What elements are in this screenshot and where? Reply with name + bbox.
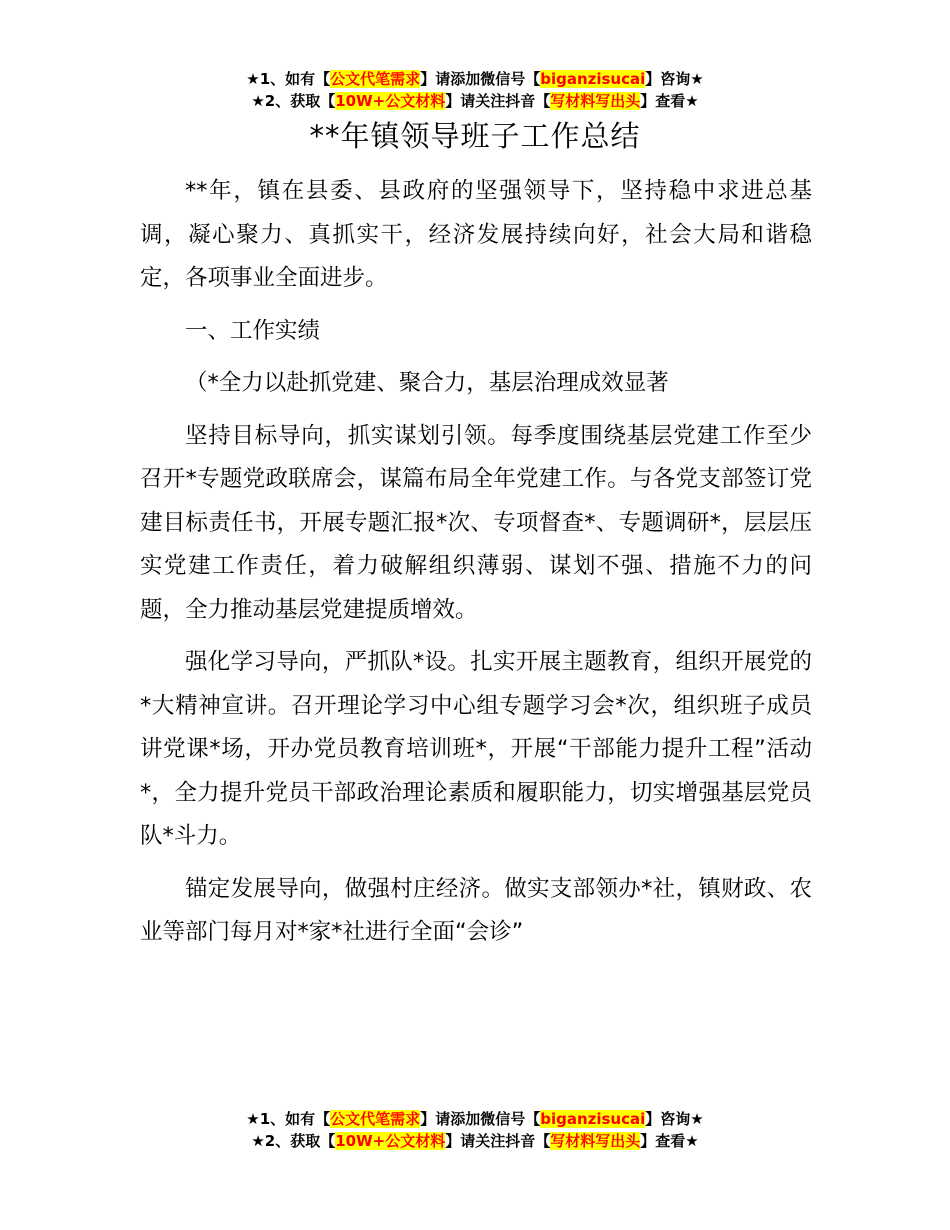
banner-line-1 <box>0 1108 950 1130</box>
banner-text: ★1、如有【 <box>246 1110 331 1128</box>
banner-line-2 <box>0 1130 950 1152</box>
highlight-wechat-id: biganzisucai <box>540 1110 646 1128</box>
highlight-wechat-id: biganzisucai <box>540 70 646 88</box>
subsection-heading: （*全力以赴抓党建、聚合力，基层治理成效显著 <box>185 370 669 396</box>
banner-text: 】查看★ <box>640 92 699 110</box>
banner-text: ★1、如有【 <box>246 70 331 88</box>
highlight-materials: 10W+公文材料 <box>335 92 446 110</box>
banner-text: 】请关注抖音【 <box>445 92 551 110</box>
highlight-service: 公文代笔需求 <box>330 1110 421 1128</box>
banner-text: 】请添加微信号【 <box>420 70 541 88</box>
banner-text: 】请添加微信号【 <box>420 1110 541 1128</box>
highlight-materials: 10W+公文材料 <box>335 1132 446 1150</box>
highlight-service: 公文代笔需求 <box>330 70 421 88</box>
banner-text: ★2、获取【 <box>251 92 336 110</box>
banner-text: 】请关注抖音【 <box>445 1132 551 1150</box>
document-title: **年镇领导班子工作总结 <box>309 119 641 153</box>
section-heading: 一、工作实绩 <box>185 317 321 344</box>
banner-line-1 <box>0 68 950 90</box>
footer-banner <box>0 1108 950 1152</box>
paragraph: 强化学习导向，严抓队*设。扎实开展主题教育，组织开展党的*大精神宣讲。召开理论学习中心组专题学习会*次，组织班子成员讲党课*场，开办党员教育培训班*，开展“干部能力提升工程”活动*，全力提升党员干部政治理论素质和履职能力，切实增强基层党员队*斗力。 <box>140 649 812 849</box>
highlight-douyin-account: 写材料写出头 <box>550 1132 641 1150</box>
banner-line-2 <box>0 90 950 112</box>
banner-text: ★2、获取【 <box>251 1132 336 1150</box>
header-banner <box>0 68 950 112</box>
banner-text: 】咨询★ <box>645 70 704 88</box>
paragraph-intro: **年，镇在县委、县政府的坚强领导下，坚持稳中求进总基调，凝心聚力、真抓实干，经济发展持续向好，社会大局和谐稳定，各项事业全面进步。 <box>140 178 812 291</box>
banner-text: 】查看★ <box>640 1132 699 1150</box>
paragraph: 坚持目标导向，抓实谋划引领。每季度围绕基层党建工作至少召开*专题党政联席会，谋篇布局全年党建工作。与各党支部签订党建目标责任书，开展专题汇报*次、专项督查*、专题调研*，层层压实党建工作责任，着力破解组织薄弱、谋划不强、措施不力的问题，全力推动基层党建提质增效。 <box>140 422 812 623</box>
banner-text: 】咨询★ <box>645 1110 704 1128</box>
highlight-douyin-account: 写材料写出头 <box>550 92 641 110</box>
document-body <box>140 170 812 964</box>
paragraph: 锚定发展导向，做强村庄经济。做实支部领办*社，镇财政、农业等部门每月对*家*社进行全面“会诊” <box>140 875 812 945</box>
